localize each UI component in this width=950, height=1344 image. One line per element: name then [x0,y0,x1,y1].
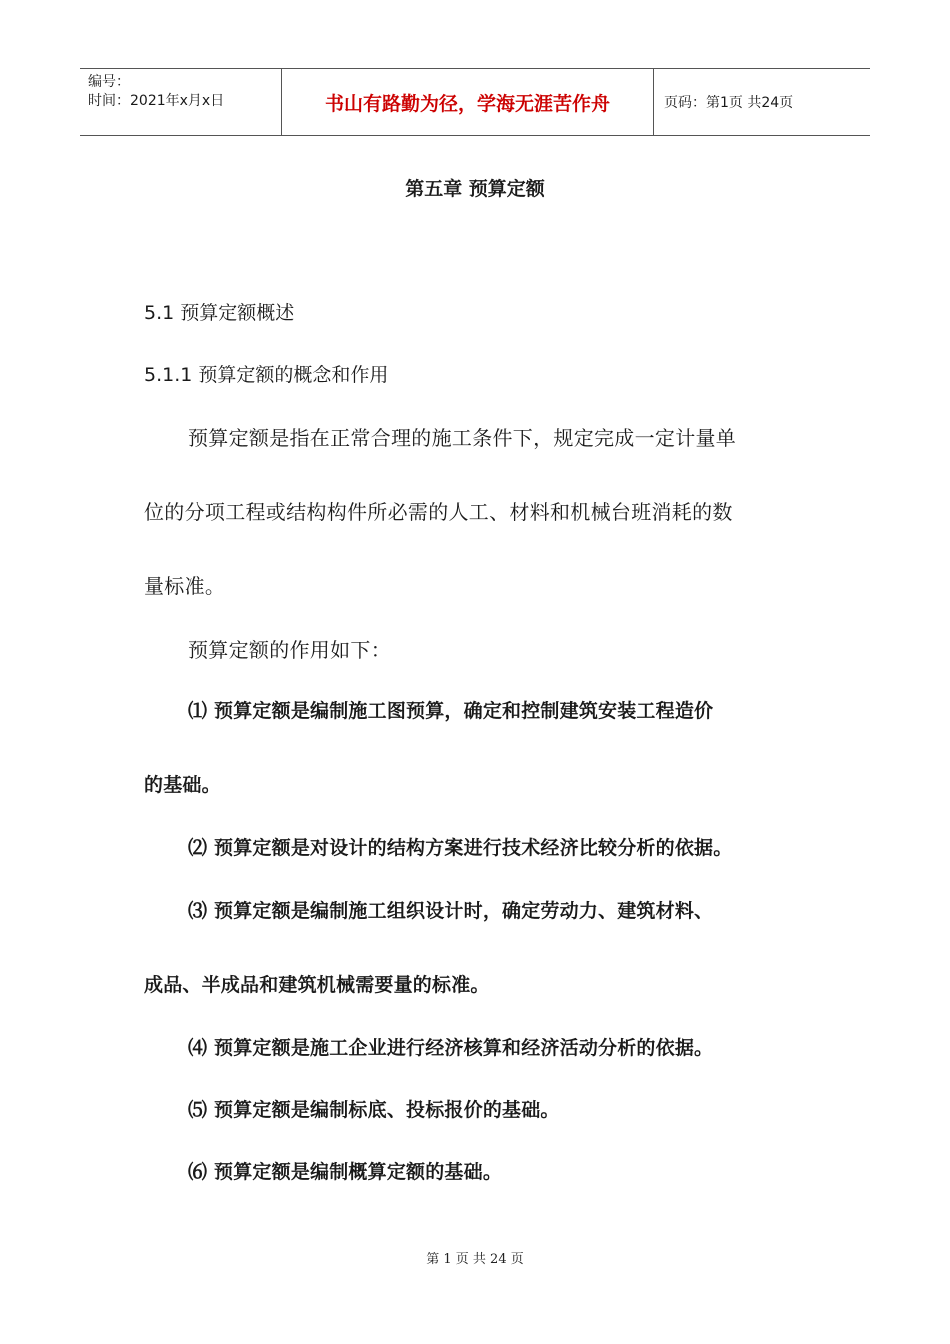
paragraph-line: 预算定额的作用如下： [188,638,391,662]
list-item: ⑷ 预算定额是施工企业进行经济核算和经济活动分析的依据。 [188,1037,714,1059]
list-item: ⑶ 预算定额是编制施工组织设计时，确定劳动力、建筑材料、 [188,900,714,922]
list-item: ⑹ 预算定额是编制概算定额的基础。 [188,1161,503,1183]
header-meta [80,69,282,135]
list-item-continuation: 成品、半成品和建筑机械需要量的标准。 [144,974,490,996]
paragraph-line: 位的分项工程或结构构件所必需的人工、材料和机械台班消耗的数 [144,500,733,524]
header-motto: 书山有路勤为径，学海无涯苦作舟 [282,69,654,135]
section-heading: 5.1 预算定额概述 [144,302,295,324]
time-label: 时间：2021年x月x日 [88,93,225,109]
subsection-heading: 5.1.1 预算定额的概念和作用 [144,364,389,386]
chapter-title: 第五章 预算定额 [405,178,545,200]
list-item: ⑴ 预算定额是编制施工图预算，确定和控制建筑安装工程造价 [188,700,714,722]
list-item-continuation: 的基础。 [144,774,221,796]
paragraph-line: 预算定额是指在正常合理的施工条件下，规定完成一定计量单 [188,426,737,450]
paragraph-line: 量标准。 [144,574,226,598]
number-label: 编号： [88,74,130,90]
document-header [80,68,870,136]
list-item: ⑸ 预算定额是编制标底、投标报价的基础。 [188,1099,560,1121]
header-page-info: 页码：第1页 共24页 [664,95,794,111]
list-item: ⑵ 预算定额是对设计的结构方案进行技术经济比较分析的依据。 [188,837,733,859]
page-footer: 第 1 页 共 24 页 [426,1252,524,1267]
